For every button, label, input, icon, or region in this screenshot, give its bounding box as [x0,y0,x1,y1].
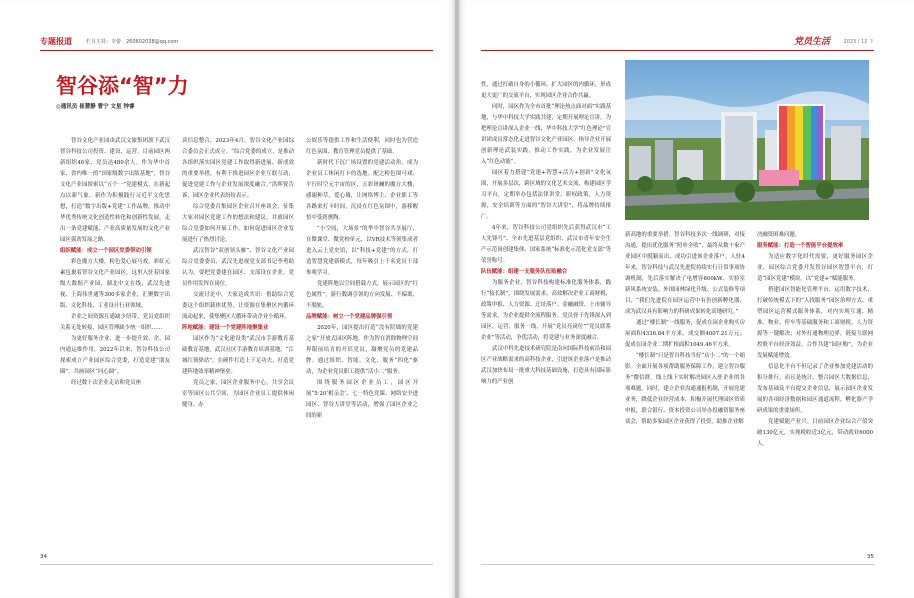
body-paragraph: 党员之家，园区企业服务中心，共享会议室等园区公共空间，为园区企业员工提供休闲健身、办 [182,380,294,408]
body-paragraph: 性，通过打破自身的小循环，扩大园区的内循环，形成更大更广的交流平台，实现园区企业合作共赢。 [481,82,611,99]
body-paragraph: 为更好服务企业、进一步提升效、企、园内通运维作用，2022年以来，智谷科技公司探索成立产业园区综合党委，打造党建“朋友圈”，共画园区“同心圆”。 [60,336,170,375]
body-paragraph: 党建赋能产业兴。目前园区企业综合产值突破130亿元，实现税收近3亿元，带动就业6000人。 [757,419,873,447]
right-column-2 [625,230,745,564]
page-number: 34 [40,554,47,560]
park-photo-illustration [625,60,869,220]
page-number: 35 [867,554,874,560]
park-aerial-photo [625,60,869,220]
footer-rule [40,564,433,565]
right-column-1 [481,80,611,564]
body-paragraph: 园区作为“文化建设类”武汉市手游教育基础教育基地，武汉社区手游教育培训基地，“江城红领驿站”，在硬件打造上下足功夫，打造党建阵地效率精神堡垒。 [182,336,294,375]
footer-rule [481,564,874,565]
body-paragraph: 党建阵地以空间搭载方式，展示园区的“红色属性”，游行数调引领的方向发展、不偏离、不脱轨。 [306,281,418,309]
body-paragraph: 新高地的重要举措。智谷科技多次一线调研，对接沟通，提出优化服务“照单全收”，最终从数十家产业园区中脱颖而出，成功引进该企业落户。人驻4年来，智谷科技与武汉先进院持续实行日常事项协调机制，先后落实解决了电增容600kW、实验室新风系统安装、外围园林绿化升级、公式装修等项目，“我们先进院在园区运营中有仍创新孵化器，成为武汉具有影响力的科研成果转化高地研究。” [625,232,745,315]
left-column-1 [60,136,170,562]
body-paragraph: 彩色魔方大楼，粉色爱心展马戏，彩虹元素包裹着智谷文化产业园区，这里入驻着国家级大数据产业园，湖北中文在线，武汉先进视、上海伟世通等300多家企业，汇聚数字出版、文化科技、工业设计行业领域。 [60,259,170,309]
body-paragraph: “小空间，大场景”的华中智谷共享展厅，在微课堂、微党校单元，以VR技术等领集成者进入云上党史馆，以“科技+党建”的方式，打造智慧党建新模式，每年吸引上千名党员干部参观学习。 [306,226,418,276]
header-rule [481,50,874,51]
body-paragraph: 企业之间资源互通缺少纽带，党员党组织关系无处转接，园区管理缺少统一组织…… [60,314,170,331]
body-paragraph: 信息化平台不但记录了企业参加党建活动的积分排行，而且是统计、整合园区大数据信息，发布基础及平台提交企业信息，展示园区企业发展的各项经济数据和园区通道流程，孵化器产学研成果的重要场所。 [757,364,873,414]
section-heading: 队伍赋能：组建一支服务队伍贴融合 [481,269,568,275]
header-rule [40,50,433,51]
issue-label: 2023 / 12 下 [843,39,874,45]
body-paragraph: 同时，园区作为全市首批“理论热点面对面”实践基地，与华中科技大学实践共建，定期开展理论宣讲。为把理论宣讲深入企业一线，华中科技大学“红色理论”宣讲团成员常态化走进智谷文化产业园区，指导企业开展创新理论武装实践，推动工作实践，为企业发展注入“红色动能”。 [481,104,611,165]
body-paragraph: 武汉智谷“双创领头雁”、智谷文化产业园综合党委委员、武汉先进视党支部书记李勇助认为，要把党委建在园区、支部设在企业，党员作用发挥在岗位。 [182,248,294,287]
body-paragraph: 4年来，智谷科技公司党组织先后获得武汉市“工人先锋号”、全市先进基层党组织、武汉市青年安全生产示范岗创建集体、国家系统“标准化示范化党支部”等荣誉称号。 [481,225,611,264]
section-heading: 品牌赋能：树立一个党建品牌强引领 [306,314,393,320]
left-page [0,0,455,598]
section-heading: 阵地赋能：建设一个党建阵地聚集业 [182,325,269,331]
body-paragraph: 交流讨论中，大家达成共识：借助综合党委这个组织载体优势，让资源在集聚区内循环流动起来，使集聚区大循环带动企业小循环。 [182,292,294,320]
body-paragraph: 2020年，园区提出打造“没有院墙的党建之家”开放式园区阵地，作为智在消除物理空间界限前培育的开培党员，凝聚党员的党建品牌。通过组织、智能、文化、服务“四化”驱动，为企业党员职工提供“活小二”服务。 [306,325,418,375]
article-title: 智谷添“智”力 [56,74,189,98]
body-paragraph: 综合党委召集园区企业召开座谈会，征集大家对园区党建工作的想法和建议，并就园区综合党委如何开展工作，如何促进园区企业发展进行了热烈讨论。 [182,204,294,243]
section-heading: 服务赋能：打造一个智能平台提效率 [757,243,844,249]
body-paragraph: 智谷文化产业园由武汉文旅集团旗下武汉智谷科技公司投资、建设、运营。目前园区两新组织40家、党员达480余人。作为华中首家、省内唯一的“国家级数字出版基地”，智谷文化产业园探索以“五个一”党建模式，在新起点以新气象、新作为积极践行习近平文化思想，打造“数字出版+党建”工作品牌，推动中华优秀传统文化创造性转化和创新性发展，走出一条党建赋能、产业高质量发展的文化产业园区强劲发展之路。 [60,138,170,243]
left-column-2 [182,136,294,562]
body-paragraph: 围绕服务园区企业员工，园区开展“5·20‘相亲会’、七一特色党课、网络安全进园区、智谷大讲堂等活动，增强了园区企业之间的新 [306,380,418,419]
body-paragraph: 为服务企业，智谷科技构建标准化服务体系，践行“接长制”，围绕发展需求，高效解决企业工商财税、政策申报、人力资源、迁址落户、金融融资、上市辅导等需求，为企业提供全流程服务。党员骨干先锋深入到园区，运营，服务一线，开展“党员亮岗位”“党员联系企业”等活动，争优活动，将党建与业务深度融合。 [481,280,611,341]
section-tag: 专题报道 [40,37,72,46]
body-paragraph: 搭建园区智能化管理平台，运用数字技术，打破传统模式下的“人找服务”园区治理方式，重塑园区运营模式服务体系，对内实现互通、精准、物业、停车等基础服务和工商财税、人力资源等一键解决；对外打通物理边界，链接互联网控股平台经济效益，合作共建“园区购”，为企业发展赋能增效。 [757,287,873,359]
body-paragraph: 园区着力搭建“党建+智慧+活力+创新”文化氛围，开展多层次，跨区域的文化艺术交流，构建园区学习平台，定期举办包括法律讲堂，职权政策，人力资源，安全培训等方面的“智谷大讲堂”，将品牌持续推广。 [481,170,611,220]
byline: ◎通讯员 崔慧静 曹宁 文星 钟睿 [56,104,135,110]
body-paragraph: 谈信息整合，2023年4月，智谷文化产业园综合委员会正式成立。“综合党委的成立，是推动各组织落实园区党建工作取得新进展、新成效的重要举措，有利于推进园区企业互联互动，促进党建工作与企业发展深度融合。”洪晖锐告诉，园区企业代表纷纷表示。 [182,138,294,199]
body-paragraph: 经过数十次企业走访和党员座 [71,380,142,386]
section-heading: 组织赋能：成立一个园区党委带动引领 [60,248,152,254]
body-paragraph: 公娱乐等提供工作和生活便利，同时也为营造红色氛围、教育管理党员提供了基础。 [306,138,418,155]
left-column-3 [306,136,418,562]
body-paragraph: 决融资困难问题。 [757,232,801,238]
header-text: 栏目主持：李蕾 260602038@qq.com [86,39,179,45]
body-paragraph: “楼长制”只是智谷科技当好“店小二”的一个缩影。全面开展各项帮助服务保障工作，建立智谷服务”微信群，线上线下实时解决园区入驻企业的各项难题。同时，建立企业沟通通报机制，开展党建业务，降低企业经营成本，积极开展代理园区资质申报，联合银行、资本投资公司举办投融资服务座谈会，帮助多家园区企业获得了投资，助推企业解 [625,353,745,425]
magazine-logo: 党员生活 [793,37,830,47]
right-page [459,0,914,598]
body-paragraph: 新时代下沉广场设置的党建活动角，成为企业员工休闲打卡的选地。配之粉色围马戏、平行时空元宇宙的区，五彩斑斓的魔方大楼，感谢种草，爱心墙，让网络博主、企业职工等各路来打卡时间，沉浸在红色氛围中，游移醒悟中受到熏陶。 [306,160,418,221]
body-paragraph: 为适应数字化时代需要，更好服务园区企业，园区综合党委开发智谷园区智慧平台，打造“园区党建”模块，以“党建+”赋能服务。 [757,254,873,282]
body-paragraph: 武汉中科先进技术研究院是南向国际科技前沿和园区产业战略需求的高科技企业，引进该企业落户是推动武汉加快布局一批重大科技基础设施，打造具有国际影响力的产业创 [481,346,611,385]
body-paragraph: 通过“楼长制”一线服务，促成在园企业购买房屋面积4336.84平方米，成交额4007.21万元；促成在园企业二期扩租面积1049.46平方米。 [625,320,745,348]
right-column-3 [757,230,873,564]
